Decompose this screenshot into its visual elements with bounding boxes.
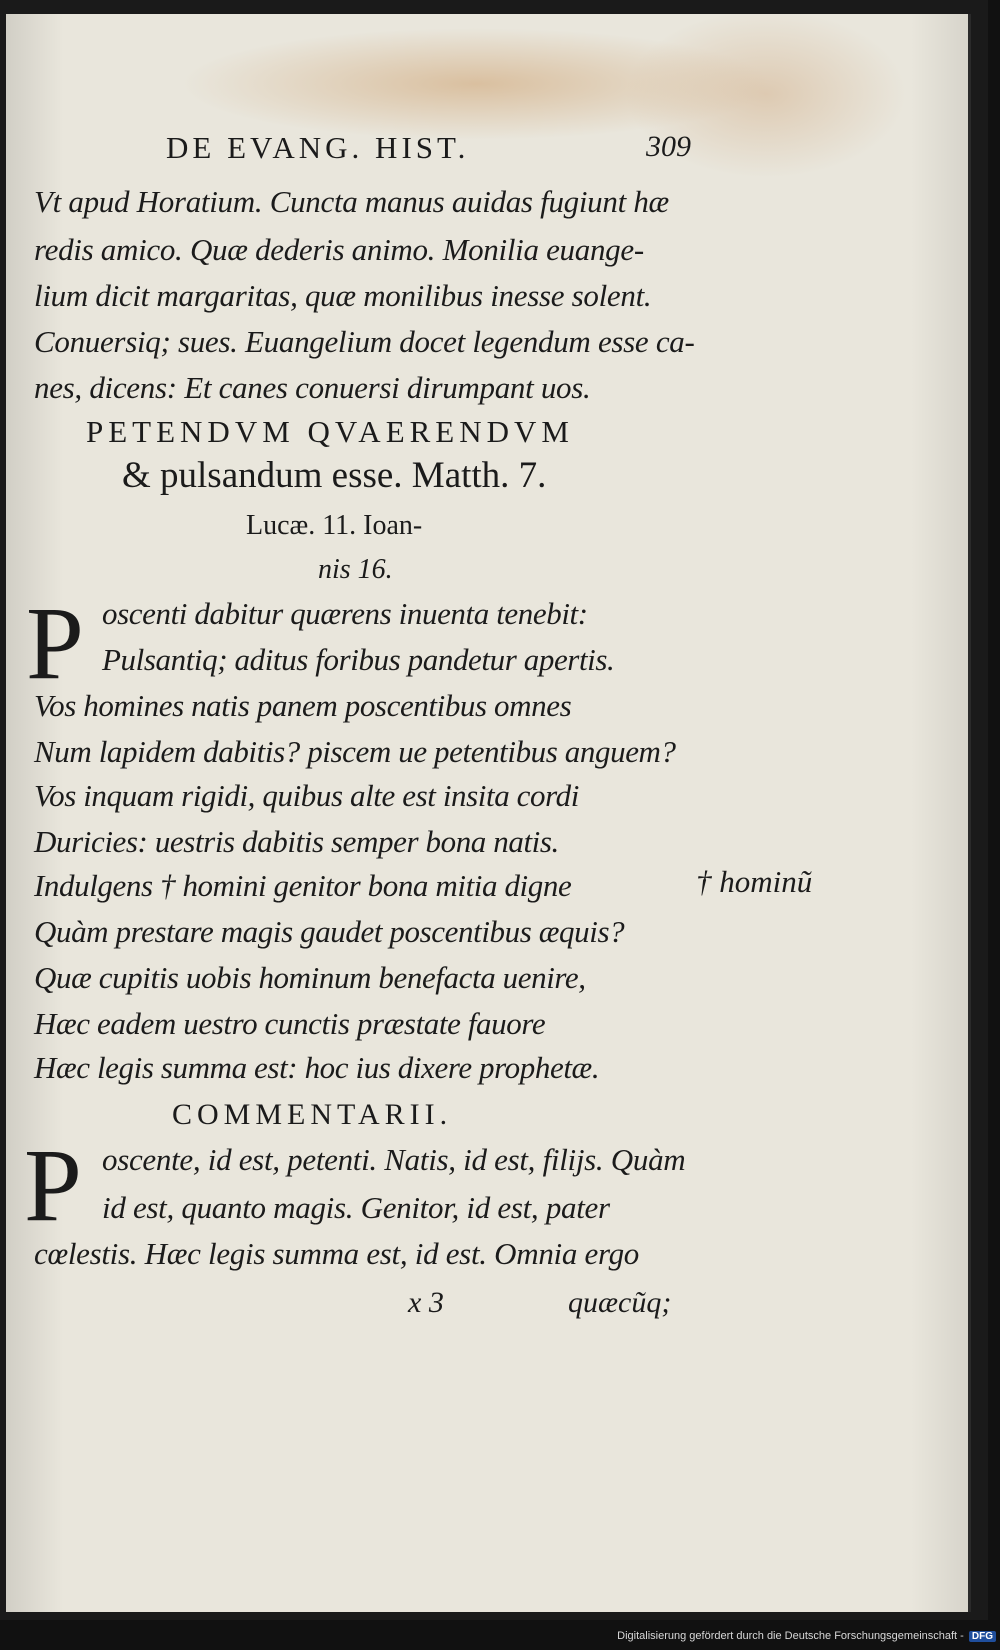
verse-line-9: Quæ cupitis uobis hominum benefacta uenire, <box>34 960 586 995</box>
verse-line-10: Hæc eadem uestro cunctis præstate fauore <box>34 1006 546 1041</box>
section-heading-line-1: PETENDVM QVAERENDVM <box>86 414 574 449</box>
verse-line-5: Vos inquam rigidi, quibus alte est insita cordi <box>34 778 579 813</box>
credit-text: Digitalisierung gefördert durch die Deutsche Forschungsgemeinschaft - <box>617 1630 964 1642</box>
commentary-line-2: id est, quanto magis. Genitor, id est, pater <box>102 1190 610 1225</box>
verse-line-4: Num lapidem dabitis? piscem ue petentibus anguem? <box>34 734 676 769</box>
catchword: quæcũq; <box>568 1286 672 1319</box>
prose-line-3: lium dicit margaritas, quæ monilibus inesse solent. <box>34 278 652 313</box>
verse-line-6: Duricies: uestris dabitis semper bona natis. <box>34 824 559 859</box>
verse-line-3: Vos homines natis panem poscentibus omnes <box>34 688 572 723</box>
verse-line-11: Hæc legis summa est: hoc ius dixere prophetæ. <box>34 1050 600 1085</box>
prose-line-1: Vt apud Horatium. Cuncta manus auidas fugiunt hæ <box>34 184 669 219</box>
verse-line-8: Quàm prestare magis gaudet poscentibus æquis? <box>34 914 625 949</box>
signature-mark: x 3 <box>408 1286 444 1319</box>
prose-line-4: Conuersiq; sues. Euangelium docet legendum esse ca- <box>34 324 695 359</box>
commentary-dropcap: P <box>24 1128 82 1243</box>
verse-line-1: oscenti dabitur quærens inuenta tenebit: <box>102 596 588 631</box>
prose-line-5: nes, dicens: Et canes conuersi dirumpant uos. <box>34 370 591 405</box>
verse-line-7: Indulgens † homini genitor bona mitia digne <box>34 868 572 903</box>
section-heading-line-2: & pulsandum esse. Matth. 7. <box>122 455 547 496</box>
running-header: DE EVANG. HIST. <box>166 130 470 165</box>
section-heading-line-3: Lucæ. 11. Ioan- <box>246 510 423 541</box>
verse-line-2: Pulsantiq; aditus foribus pandetur apertis. <box>102 642 615 677</box>
book-page <box>6 14 971 1612</box>
section-heading-line-4: nis 16. <box>318 554 393 585</box>
commentary-line-1: oscente, id est, petenti. Natis, id est, filijs. Quàm <box>102 1142 686 1177</box>
commentary-title: COMMENTARII. <box>172 1098 453 1131</box>
marginal-note: † hominũ <box>696 864 813 899</box>
folio-number: 309 <box>646 130 691 163</box>
commentary-line-3: cœlestis. Hæc legis summa est, id est. Omnia ergo <box>34 1236 639 1271</box>
prose-line-2: redis amico. Quæ dederis animo. Monilia euange- <box>34 232 644 267</box>
digitization-credit <box>617 1630 996 1642</box>
verse-dropcap: P <box>26 586 84 701</box>
dfg-logo: DFG <box>969 1631 996 1642</box>
